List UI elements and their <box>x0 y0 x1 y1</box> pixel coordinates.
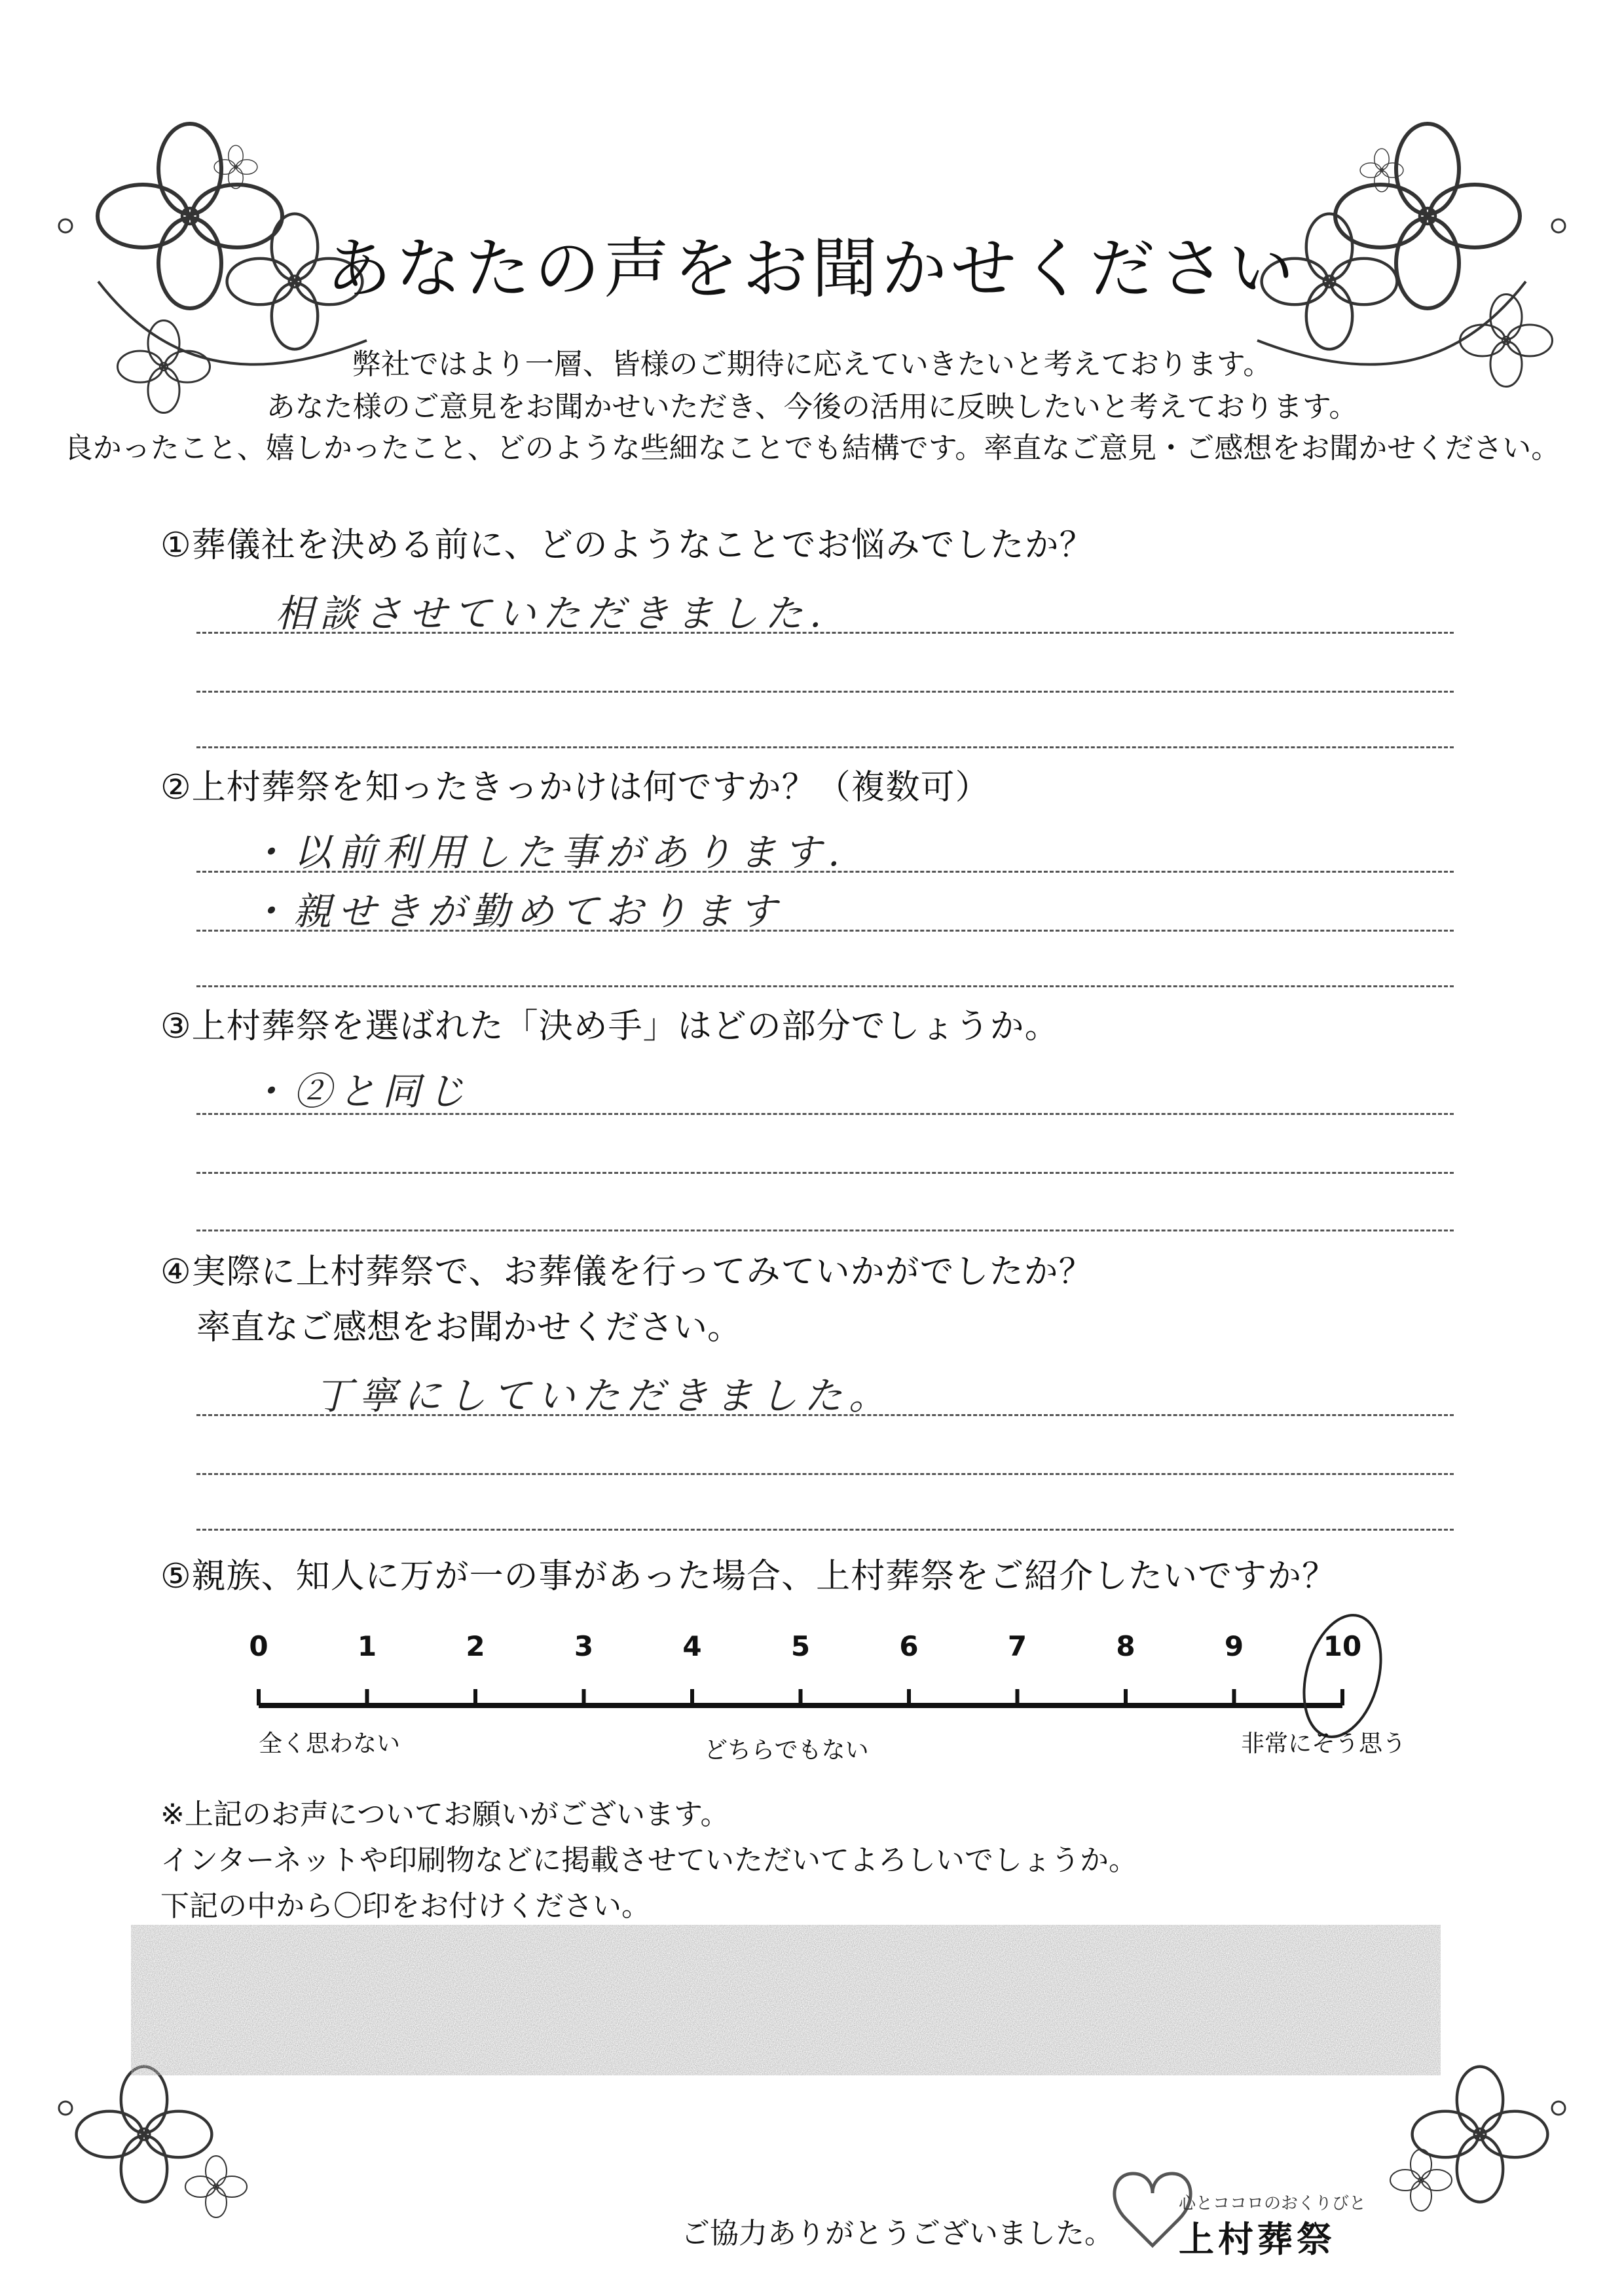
scale-tick-label: 1 <box>357 1630 377 1662</box>
scale-tick-label: 10 <box>1323 1630 1362 1662</box>
note-line-1: ※上記のお声についてお願いがございます。 <box>160 1798 729 1831</box>
scale-tick-label: 3 <box>574 1630 594 1662</box>
intro-line-2: あなた様のご意見をお聞かせいただき、今後の活用に反映したいと考えております。 <box>266 390 1358 424</box>
note-line-3: 下記の中から〇印をお付けください。 <box>160 1889 650 1923</box>
clover-icon <box>77 2067 212 2202</box>
answer-line <box>196 691 1454 693</box>
scale-right-label: 非常にそう思う <box>1241 1730 1407 1757</box>
scale-mid-label: どちらでもない <box>704 1737 869 1764</box>
question-3-answer: ・②と同じ <box>249 1069 472 1114</box>
intro-line-1: 弊社ではより一層、皆様のご期待に応えていきたいと考えております。 <box>352 348 1272 381</box>
question-3-label: ③上村葬祭を選ばれた「決め手」はどの部分でしょうか。 <box>160 1007 1060 1046</box>
question-5-label: ⑤親族、知人に万が一の事があった場合、上村葬祭をご紹介したいですか？ <box>160 1557 1337 1596</box>
answer-line <box>196 746 1454 748</box>
answer-line <box>196 930 1454 932</box>
company-logo: 上村葬祭 <box>1179 2219 1336 2260</box>
question-2-answer-1: ・以前利用した事があります. <box>249 830 847 875</box>
scale-tick-label: 2 <box>466 1630 485 1662</box>
question-4-label-2: 率直なご感想をお聞かせください。 <box>196 1308 742 1347</box>
scale-tick-label: 6 <box>899 1630 919 1662</box>
thanks-message: ご協力ありがとうございました。 <box>681 2217 1113 2250</box>
note-line-2: インターネットや印刷物などに掲載させていただいてよろしいでしょうか。 <box>160 1844 1138 1877</box>
scale-tick-label: 0 <box>249 1630 268 1662</box>
page-title: あなたの声をお聞かせください <box>326 230 1298 307</box>
clover-icon <box>185 2156 247 2217</box>
clover-icon <box>1412 2067 1548 2202</box>
intro-line-3: 良かったこと、嬉しかったこと、どのような些細なことでも結構です。率直なご意見・ご感想をお聞かせください。 <box>64 431 1560 465</box>
question-4-label: ④実際に上村葬祭で、お葬儀を行ってみていかがでしたか？ <box>160 1252 1094 1292</box>
answer-line <box>196 1113 1454 1115</box>
question-1-label: ①葬儀社を決める前に、どのようなことでお悩みでしたか？ <box>160 526 1094 565</box>
question-2-label: ②上村葬祭を知ったきっかけは何ですか？（複数可） <box>160 768 990 807</box>
scale-tick-label: 5 <box>790 1630 811 1662</box>
answer-line <box>196 1230 1454 1231</box>
answer-line <box>196 1473 1454 1475</box>
answer-line <box>196 1414 1454 1416</box>
question-1-answer: 相談させていただきました. <box>275 591 828 636</box>
question-4-answer: 丁寧にしていただきました。 <box>314 1374 894 1418</box>
rating-scale <box>259 1607 1393 1745</box>
answer-line <box>196 1529 1454 1531</box>
answer-line <box>196 985 1454 987</box>
scale-tick-label: 8 <box>1116 1630 1135 1662</box>
scale-tick-label: 9 <box>1224 1630 1244 1662</box>
scale-left-label: 全く思わない <box>259 1730 401 1757</box>
scale-tick-label: 7 <box>1007 1630 1027 1662</box>
logo-tagline: 心とココロのおくりびと <box>1179 2194 1367 2214</box>
answer-line <box>196 871 1454 873</box>
answer-line <box>196 1172 1454 1174</box>
answer-line <box>196 632 1454 634</box>
scale-tick-label: 4 <box>682 1630 702 1662</box>
question-2-answer-2: ・親せきが勤めております <box>249 889 784 934</box>
redacted-area <box>131 1925 1441 2075</box>
